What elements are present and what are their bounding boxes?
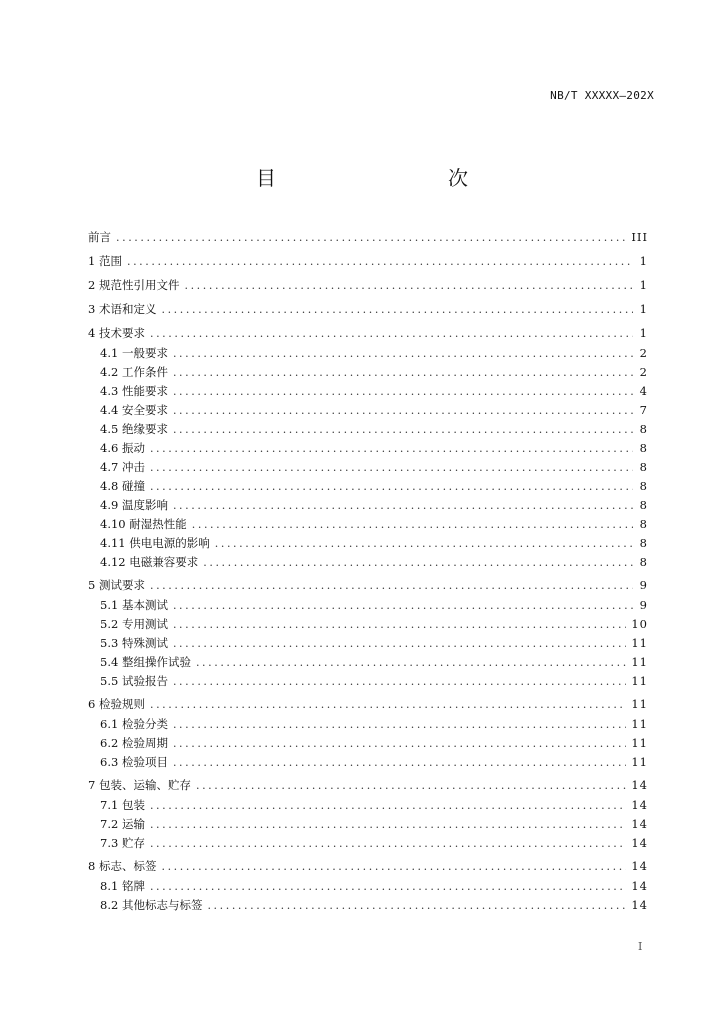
toc-entry-page: 14 (631, 879, 648, 893)
toc-entry[interactable] (88, 363, 648, 382)
toc-entry-number: 4.4 (100, 403, 122, 417)
toc-leader-dots (116, 228, 626, 247)
toc-entry-number: 5.5 (100, 674, 122, 688)
toc-entry[interactable] (88, 477, 648, 496)
toc-entry-number: 4.12 (100, 555, 130, 569)
toc-entry-number: 6.1 (100, 717, 122, 731)
toc-leader-dots (192, 515, 633, 534)
toc-entry[interactable] (88, 877, 648, 896)
toc-entry-number: 7.2 (100, 817, 122, 831)
toc-entry-page: 1 (639, 254, 648, 268)
toc-leader-dots (207, 896, 626, 915)
toc-leader-dots (127, 252, 633, 271)
toc-entry-label: 检验周期 (121, 736, 168, 750)
toc-entry-number: 7.3 (100, 836, 122, 850)
toc-entry-label: 工作条件 (121, 365, 168, 379)
toc-entry-page: 2 (639, 346, 648, 360)
toc-leader-dots (173, 344, 633, 363)
toc-entry-number: 6.3 (100, 755, 122, 769)
toc-entry-number: 6.2 (100, 736, 122, 750)
toc-entry-number: 4.6 (100, 441, 122, 455)
toc-entry-number: 1 (88, 254, 99, 268)
toc-entry-page: 8 (639, 536, 648, 550)
toc-leader-dots (150, 576, 633, 595)
toc-entry-number: 4.7 (100, 460, 122, 474)
toc-entry[interactable] (88, 734, 648, 753)
toc-leader-dots (203, 553, 633, 572)
toc-entry[interactable] (88, 553, 648, 572)
standard-code: NB/T XXXXX—202X (550, 89, 654, 102)
toc-entry-number: 2 (88, 278, 99, 292)
toc-leader-dots (150, 796, 626, 815)
toc-entry[interactable] (88, 615, 648, 634)
toc-entry-number: 8.1 (100, 879, 122, 893)
toc-leader-dots (173, 615, 626, 634)
toc-entry[interactable] (88, 576, 648, 596)
toc-entry-page: 14 (631, 778, 648, 792)
toc-entry-number: 3 (88, 302, 99, 316)
toc-entry-page: 1 (639, 278, 648, 292)
toc-entry-page: 8 (639, 422, 648, 436)
toc-entry-label: 振动 (121, 441, 145, 455)
toc-entry-page: 11 (631, 636, 648, 650)
toc-entry[interactable] (88, 715, 648, 734)
toc-leader-dots (150, 458, 633, 477)
toc-leader-dots (161, 857, 626, 876)
toc-entry[interactable] (88, 596, 648, 615)
toc-entry-label: 基本测试 (121, 598, 168, 612)
toc-entry-label: 耐湿热性能 (129, 517, 187, 531)
toc-entry[interactable] (88, 857, 648, 877)
toc-entry[interactable] (88, 276, 648, 296)
toc-entry[interactable] (88, 672, 648, 691)
page-number: I (638, 940, 643, 953)
toc-entry-label: 包装、运输、贮存 (98, 778, 191, 792)
toc-entry-label: 标志、标签 (98, 859, 157, 873)
toc-entry-label: 前言 (88, 230, 111, 244)
toc-entry[interactable] (88, 796, 648, 815)
toc-entry-number: 4.9 (100, 498, 122, 512)
toc-entry[interactable] (88, 401, 648, 420)
toc-entry-page: 8 (639, 441, 648, 455)
toc-entry[interactable] (88, 420, 648, 439)
toc-entry-label: 测试要求 (98, 578, 145, 592)
toc-leader-dots (173, 596, 633, 615)
toc-entry-label: 碰撞 (121, 479, 145, 493)
toc-leader-dots (173, 401, 633, 420)
toc-entry-page: 9 (639, 578, 648, 592)
toc-entry-label: 试验报告 (121, 674, 168, 688)
toc-entry-page: III (631, 230, 648, 244)
toc-entry-page: 11 (631, 736, 648, 750)
toc-leader-dots (196, 653, 626, 672)
toc-entry-number: 4 (88, 326, 99, 340)
toc-leader-dots (173, 420, 633, 439)
toc-entry-label: 冲击 (121, 460, 145, 474)
toc-leader-dots (150, 695, 626, 714)
toc-entry-number: 4.8 (100, 479, 122, 493)
toc-leader-dots (173, 634, 626, 653)
toc-entry[interactable] (88, 439, 648, 458)
toc-entry-label: 检验项目 (121, 755, 168, 769)
toc-entry-page: 8 (639, 555, 648, 569)
toc-entry[interactable] (88, 228, 648, 248)
toc-leader-dots (173, 753, 626, 772)
toc-entry[interactable] (88, 896, 648, 915)
toc-entry-page: 11 (631, 755, 648, 769)
toc-entry-page: 11 (631, 717, 648, 731)
toc-entry-page: 14 (631, 798, 648, 812)
toc-entry-label: 绝缘要求 (121, 422, 168, 436)
toc-entry-page: 11 (631, 697, 648, 711)
toc-entry-label: 其他标志与标签 (121, 898, 203, 912)
toc-entry-label: 供电电源的影响 (129, 536, 210, 550)
toc-entry-label: 特殊测试 (121, 636, 168, 650)
toc-leader-dots (196, 776, 626, 795)
toc-entry-number: 7.1 (100, 798, 122, 812)
toc-entry[interactable] (88, 776, 648, 796)
toc-leader-dots (150, 324, 633, 343)
toc-entry-page: 14 (631, 898, 648, 912)
toc-entry-label: 一般要求 (121, 346, 168, 360)
toc-entry-number: 4.10 (100, 517, 130, 531)
toc-leader-dots (184, 276, 633, 295)
toc-entry-number: 5 (88, 578, 99, 592)
toc-entry-page: 14 (631, 817, 648, 831)
table-of-contents (88, 228, 648, 915)
toc-entry-number: 7 (88, 778, 99, 792)
toc-leader-dots (150, 477, 633, 496)
toc-entry[interactable] (88, 382, 648, 401)
toc-entry-label: 检验规则 (98, 697, 145, 711)
toc-entry-number: 5.1 (100, 598, 122, 612)
toc-entry-page: 1 (639, 326, 648, 340)
toc-leader-dots (173, 672, 626, 691)
toc-entry-number: 5.3 (100, 636, 122, 650)
toc-leader-dots (173, 382, 633, 401)
toc-entry-label: 铭牌 (121, 879, 145, 893)
toc-entry-page: 8 (639, 498, 648, 512)
toc-entry[interactable] (88, 458, 648, 477)
toc-entry[interactable] (88, 515, 648, 534)
toc-entry[interactable] (88, 344, 648, 363)
toc-entry-number: 4.3 (100, 384, 122, 398)
toc-entry-number: 4.1 (100, 346, 122, 360)
toc-entry-label: 范围 (98, 254, 122, 268)
toc-entry-number: 5.2 (100, 617, 122, 631)
toc-entry-label: 电磁兼容要求 (129, 555, 199, 569)
toc-entry[interactable] (88, 815, 648, 834)
toc-entry-page: 14 (631, 836, 648, 850)
toc-entry-number: 4.11 (100, 536, 130, 550)
toc-entry-page: 1 (639, 302, 648, 316)
toc-leader-dots (173, 734, 626, 753)
toc-entry-label: 整组操作试验 (121, 655, 191, 669)
toc-leader-dots (215, 534, 633, 553)
toc-entry-number: 5.4 (100, 655, 122, 669)
toc-entry-page: 7 (639, 403, 648, 417)
toc-entry-page: 8 (639, 460, 648, 474)
toc-entry-label: 规范性引用文件 (98, 278, 180, 292)
toc-entry-page: 14 (631, 859, 648, 873)
toc-leader-dots (173, 363, 633, 382)
toc-entry-number: 4.5 (100, 422, 122, 436)
toc-leader-dots (150, 439, 633, 458)
toc-entry[interactable] (88, 634, 648, 653)
toc-entry-number: 6 (88, 697, 99, 711)
toc-leader-dots (150, 834, 626, 853)
toc-entry-label: 性能要求 (121, 384, 168, 398)
toc-entry-label: 术语和定义 (98, 302, 157, 316)
toc-entry[interactable] (88, 496, 648, 515)
toc-entry[interactable] (88, 252, 648, 272)
toc-leader-dots (150, 877, 626, 896)
toc-entry-label: 安全要求 (121, 403, 168, 417)
toc-entry[interactable] (88, 653, 648, 672)
toc-leader-dots (150, 815, 626, 834)
toc-entry-label: 贮存 (121, 836, 145, 850)
toc-entry-label: 专用测试 (121, 617, 168, 631)
toc-entry-page: 2 (639, 365, 648, 379)
toc-entry[interactable] (88, 834, 648, 853)
toc-entry[interactable] (88, 324, 648, 344)
toc-entry[interactable] (88, 534, 648, 553)
toc-entry-page: 4 (639, 384, 648, 398)
toc-entry-page: 11 (631, 655, 648, 669)
toc-entry-page: 8 (639, 479, 648, 493)
toc-entry-page: 9 (639, 598, 648, 612)
toc-entry-page: 8 (639, 517, 648, 531)
toc-entry-page: 10 (631, 617, 648, 631)
toc-entry-label: 运输 (121, 817, 145, 831)
toc-entry-number: 8.2 (100, 898, 122, 912)
toc-entry-label: 技术要求 (98, 326, 145, 340)
toc-leader-dots (173, 715, 626, 734)
toc-entry[interactable] (88, 753, 648, 772)
toc-entry-page: 11 (631, 674, 648, 688)
toc-entry-number: 8 (88, 859, 99, 873)
toc-entry-label: 包装 (121, 798, 145, 812)
toc-entry[interactable] (88, 300, 648, 320)
toc-entry-label: 检验分类 (121, 717, 168, 731)
toc-entry-number: 4.2 (100, 365, 122, 379)
toc-leader-dots (173, 496, 633, 515)
page-title: 目 次 (256, 166, 512, 190)
toc-leader-dots (161, 300, 633, 319)
toc-entry[interactable] (88, 695, 648, 715)
toc-entry-label: 温度影响 (121, 498, 168, 512)
